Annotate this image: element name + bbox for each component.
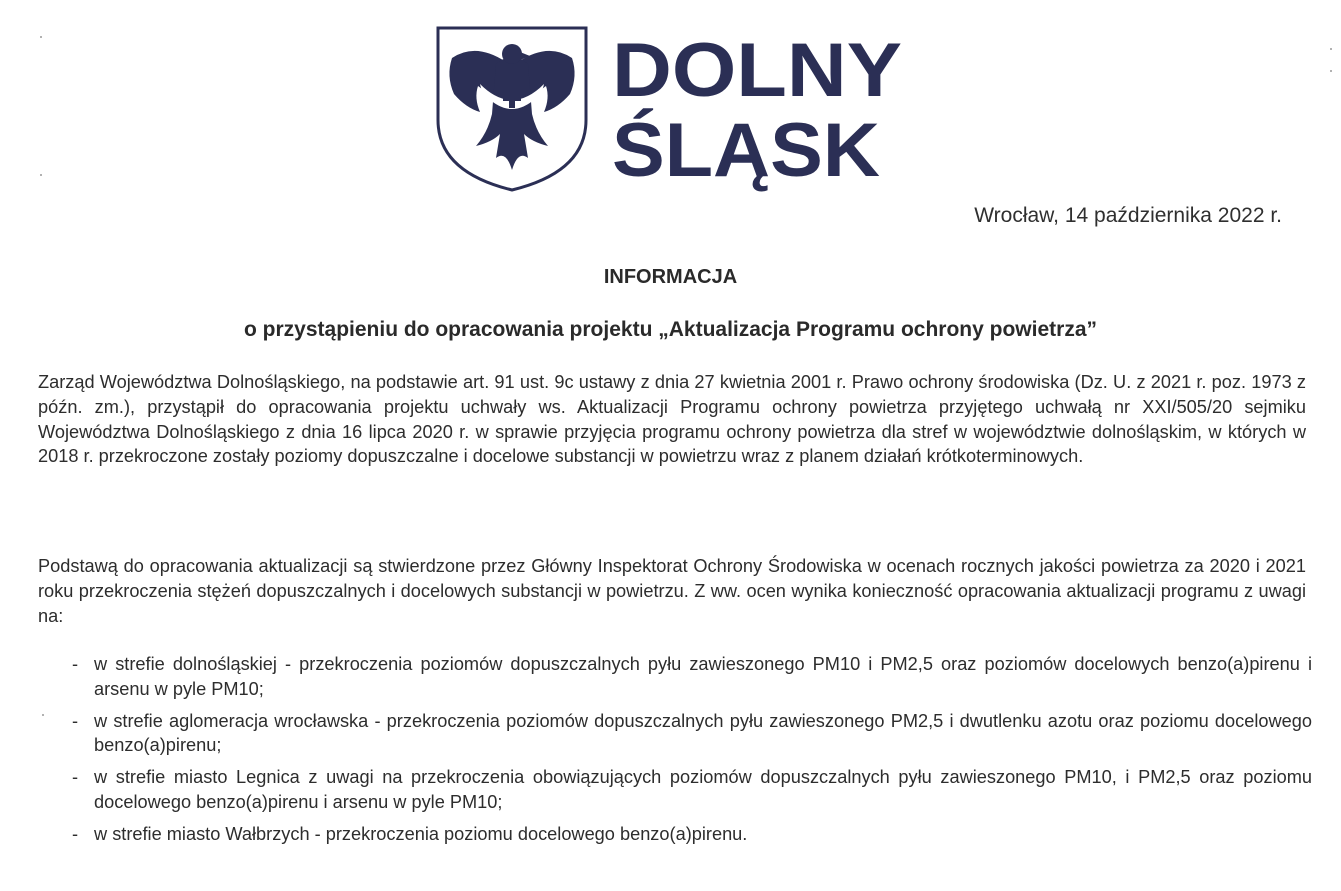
list-marker: - <box>72 710 79 731</box>
list-item <box>72 652 1312 702</box>
list-item-text: w strefie miasto Legnica z uwagi na przekroczenia obowiązujących poziomów dopuszczalnych pyłu zawieszonego PM10, i PM2,5 oraz poziomu docelowego benzo(a)pirenu i arsenu w pyle PM10; <box>94 767 1312 812</box>
list-marker: - <box>72 823 79 844</box>
list-marker: - <box>72 654 79 674</box>
list-item-text: w strefie dolnośląskiej - przekroczenia poziomów dopuszczalnych pyłu zawieszonego PM10 i PM2,5 oraz poziomów docelowych benzo(a)pirenu i arsenu w pyle PM10; <box>94 654 1312 699</box>
brand-line1: DOLNY <box>612 28 902 113</box>
scan-speck <box>1330 48 1332 50</box>
scan-speck <box>40 174 42 176</box>
document-subtitle: o przystąpieniu do opracowania projektu „Aktualizacja Programu ochrony powietrza” <box>244 318 1097 341</box>
list-item <box>72 822 1312 847</box>
paragraph-legal-basis: Zarząd Województwa Dolnośląskiego, na podstawie art. 91 ust. 9c ustawy z dnia 27 kwietnia 2001 r. Prawo ochrony środowiska (Dz. U. z 2021 r. poz. 1973 z późn. zm.), przystąpił do opracowania projektu uchwały ws. Aktualizacji Programu ochrony powietrza przyjętego uchwałą nr XXI/505/20 sejmiku Województwa Dolnośląskiego z dnia 16 lipca 2020 r. w sprawie przyjęcia programu ochrony powietrza dla stref w województwie dolnośląskim, w których w 2018 r. przekroczone zostały poziomy dopuszczalne i docelowe substancji w powietrzu wraz z planem działań krótkoterminowych. <box>38 372 1306 467</box>
document-date: Wrocław, 14 października 2022 r. <box>974 204 1282 227</box>
list-marker: - <box>72 767 79 788</box>
paragraph-reasons: Podstawą do opracowania aktualizacji są stwierdzone przez Główny Inspektorat Ochrony Środowiska w ocenach rocznych jakości powietrza za 2020 i 2021 roku przekroczenia stężeń dopuszczalnych i docelowych substancji w powietrzu. Z ww. ocen wynika konieczność opracowania aktualizacji programu z uwagi na: <box>38 556 1306 626</box>
brand-line2: ŚLĄSK <box>612 108 881 193</box>
zones-list <box>72 652 1312 854</box>
dolny-slask-logo <box>436 24 906 194</box>
scan-speck <box>40 36 42 38</box>
scan-speck <box>1330 70 1332 72</box>
document-title: INFORMACJA <box>603 266 738 288</box>
list-item <box>72 709 1312 759</box>
list-item <box>72 765 1312 815</box>
scan-speck <box>42 714 44 716</box>
list-item-text: w strefie miasto Wałbrzych - przekroczenia poziomu docelowego benzo(a)pirenu. <box>94 823 748 844</box>
list-item-text: w strefie aglomeracja wrocławska - przekroczenia poziomów dopuszczalnych pyłu zawieszonego PM2,5 i dwutlenku azotu oraz poziomu docelowego benzo(a)pirenu; <box>94 710 1312 756</box>
